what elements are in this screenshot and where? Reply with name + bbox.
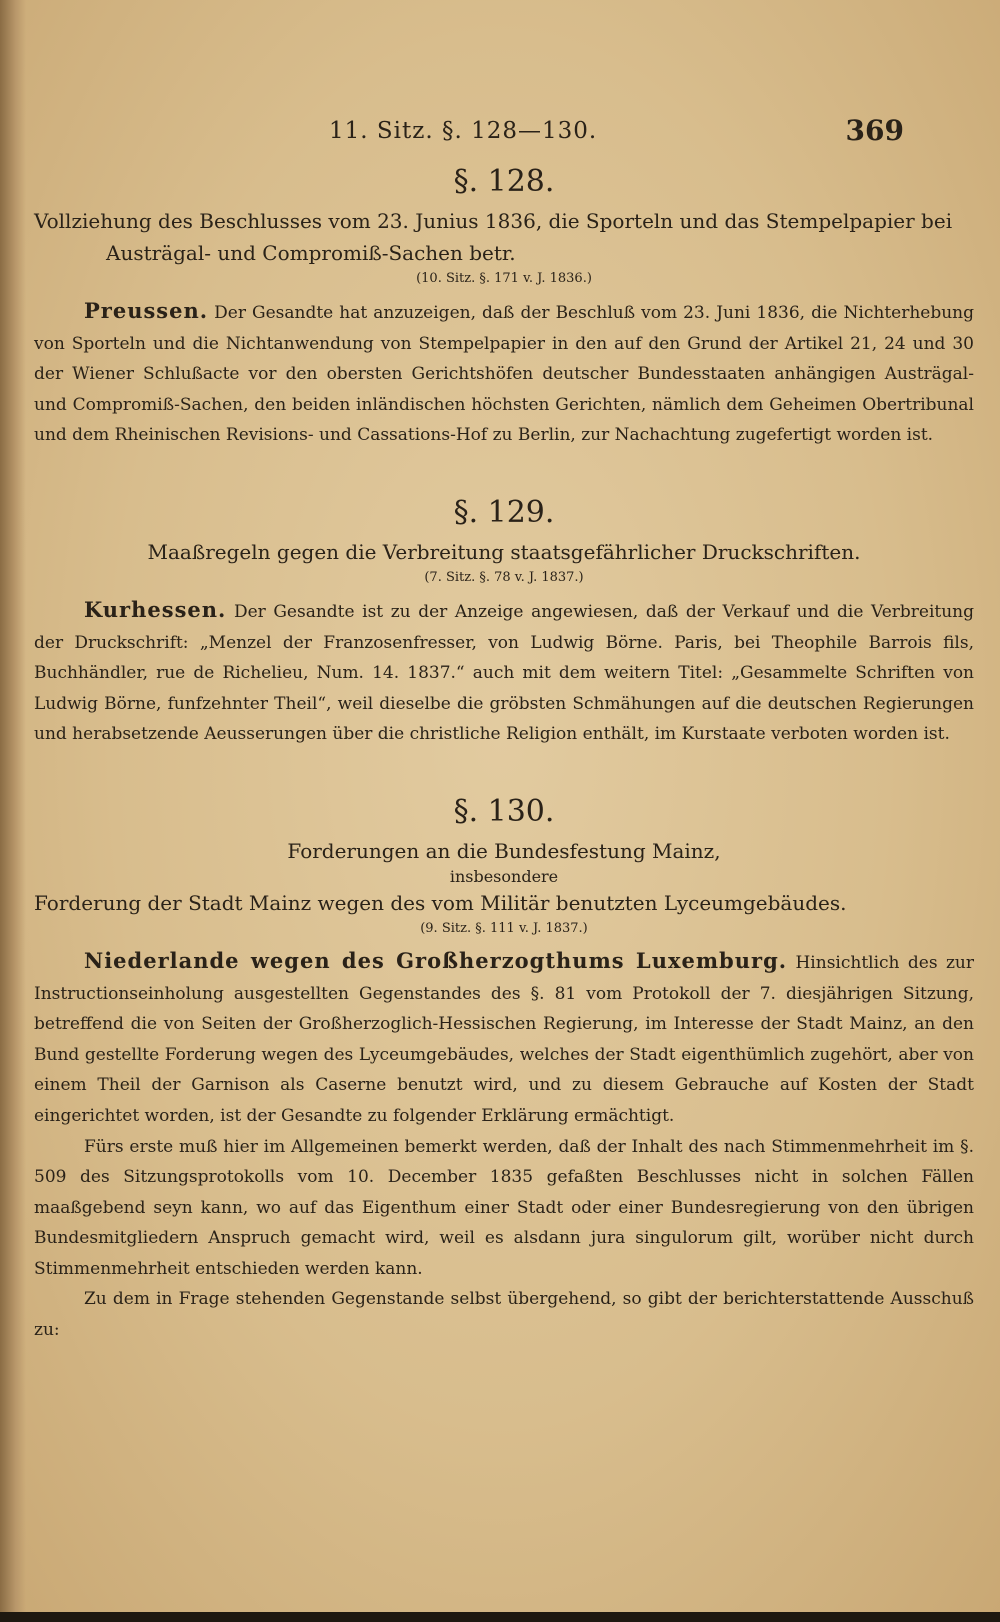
- section-number: §. 129.: [453, 494, 555, 530]
- section-number: §. 130.: [453, 793, 555, 829]
- page-header: [34, 114, 974, 158]
- section-129: [34, 495, 974, 750]
- section-heading-line2: insbesondere: [449, 866, 559, 886]
- section-reference: (10. Sitz. §. 171 v. J. 1836.): [416, 271, 592, 286]
- section-heading: Maaßregeln gegen die Verbreitung staatsgefährlicher Druckschriften.: [147, 539, 861, 564]
- paragraph-text: Der Gesandte ist zu der Anzeige angewiesen, daß der Verkauf und die Verbreitung der Druckschrift: „Menzel der Franzosenfresser, von Ludwig Börne. Paris, bei Theophile Barrois fils, Buchhändler, rue de Richelieu, Num. 14. 1837.“ auch mit dem weitern Titel: „Gesammelte Schriften von Ludwig Börne, funfzehnter Theil“, weil dieselbe die gröbsten Schmähungen auf die deutschen Regierungen und herabsetzende Aeusserungen über die christliche Religion enthält, im Kurstaate verboten worden ist.: [34, 601, 974, 745]
- section-paragraph: [34, 946, 974, 1132]
- paragraph-text: Der Gesandte hat anzuzeigen, daß der Beschluß vom 23. Juni 1836, die Nichterhebung von Sporteln und die Nichtanwendung von Stempelpapier in den auf den Grund der Artikel 21, 24 und 30 der Wiener Schlußacte vor den obersten Gerichtshöfen deutscher Bundesstaaten anhängigen Austrägal- und Compromiß-Sachen, den beiden inländischen höchsten Gerichten, nämlich dem Geheimen Obertribunal und dem Rheinischen Revisions- und Cassations-Hof zu Berlin, zur Nachachtung zugefertigt worden ist.: [34, 303, 975, 446]
- section-paragraph: [34, 595, 974, 750]
- paragraph-text: Hinsichtlich des zur Instructionseinholung ausgestellten Gegenstandes des §. 81 vom Protokoll der 7. diesjährigen Sitzung, betreffend die von Seiten der Großherzoglich-Hessischen Regierung, im Interesse der Stadt Mainz, an den Bund gestellte Forderung wegen des Lyceumgebäudes, welches der Stadt eigenthümlich zugehört, aber von einem Theil der Garnison als Caserne benutzt wird, und zu diesem Gebrauche auf Kosten der Stadt eingerichtet worden, ist der Gesandte zu folgender Erklärung ermächtigt.: [34, 952, 974, 1126]
- state-name: Kurhessen.: [84, 596, 227, 622]
- running-head: 11. Sitz. §. 128—130.: [329, 118, 598, 144]
- state-name: Preussen.: [84, 298, 209, 323]
- section-number: §. 128.: [453, 164, 555, 199]
- section-128: [34, 164, 974, 451]
- page-content: [34, 114, 975, 1346]
- section-reference: (9. Sitz. §. 111 v. J. 1837.): [420, 920, 588, 936]
- section-reference: (7. Sitz. §. 78 v. J. 1837.): [424, 569, 584, 585]
- page-number: 369: [845, 114, 904, 147]
- section-heading: Vollziehung des Beschlusses vom 23. Junius 1836, die Sporteln und das Stempelpapier bei Austrägal- und Compromiß-Sachen betr.: [34, 209, 953, 265]
- state-name: Niederlande wegen des Großherzogthums Luxemburg.: [84, 947, 788, 973]
- page-binding-shadow: [0, 0, 26, 1622]
- section-heading-line3: Forderung der Stadt Mainz wegen des vom Militär benutzten Lyceumgebäudes.: [34, 890, 847, 915]
- section-paragraph: Zu dem in Frage stehenden Gegenstande selbst übergehend, so gibt der berichterstattende Ausschuß zu:: [34, 1289, 974, 1341]
- section-paragraph: Fürs erste muß hier im Allgemeinen bemerkt werden, daß der Inhalt des nach Stimmenmehrheit im §. 509 des Sitzungsprotokolls vom 10. December 1835 gefaßten Beschlusses nicht in solchen Fällen maaßgebend seyn kann, wo auf das Eigenthum einer Stadt oder einer Bundesregierung von den übrigen Bundesmitgliedern Anspruch gemacht wird, weil es alsdann jura singulorum gilt, worüber nicht durch Stimmenmehrheit entschieden werden kann.: [34, 1136, 974, 1279]
- section-heading-line1: Forderungen an die Bundesfestung Mainz,: [287, 838, 721, 863]
- section-130: [34, 794, 974, 1346]
- page-bottom-edge: [0, 1612, 1000, 1622]
- section-paragraph: [34, 296, 974, 451]
